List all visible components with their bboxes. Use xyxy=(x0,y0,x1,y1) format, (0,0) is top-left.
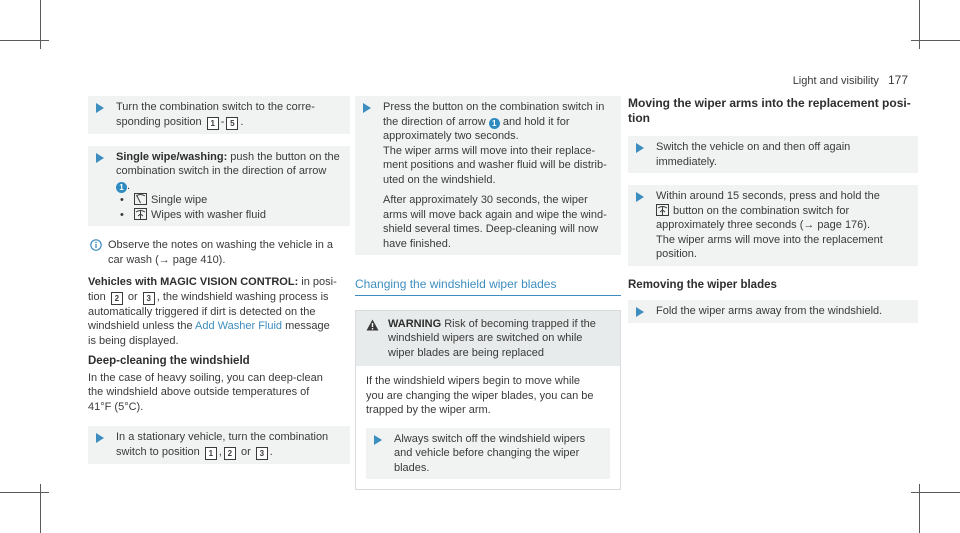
wash-wipe-icon xyxy=(656,204,669,216)
arrow-callout: 1 xyxy=(489,118,500,129)
play-arrow-icon xyxy=(96,103,104,113)
warning-body: If the windshield wipers begin to move while you are changing the wiper blades, you can be trapped by the wiper arm. Always switch off the windshield wipers and vehicle before changing the wiper blades. xyxy=(356,366,620,489)
page-number: 177 xyxy=(887,73,908,87)
section-heading: Changing the windshield wiper blades xyxy=(355,277,621,296)
position-key: 1 xyxy=(207,117,219,130)
list-item: • Wipes with washer fluid xyxy=(118,208,350,223)
position-key: 1 xyxy=(205,447,217,460)
crop-mark xyxy=(911,492,960,493)
section-name: Light and visibility xyxy=(792,75,879,87)
play-arrow-icon xyxy=(96,433,104,443)
note-text: car wash (→ page 410). xyxy=(108,253,226,266)
single-wipe-icon xyxy=(134,193,147,205)
position-key: 2 xyxy=(224,447,236,460)
step-block: Fold the wiper arms away from the windshield. xyxy=(628,300,918,323)
warning-box xyxy=(355,310,621,491)
magic-vision-paragraph: Vehicles with MAGIC VISION CONTROL: in posi- tion 2 or 3 , the windshield washing process is automatically triggered if dirt is detected on the windshield unless the Add Washer Fluid message is being displayed. xyxy=(88,276,337,347)
list-item: • Single wipe xyxy=(118,193,350,208)
play-arrow-icon xyxy=(363,103,371,113)
warning-label: WARNING xyxy=(388,317,442,330)
step-text: sponding position 1 - 5 . xyxy=(116,115,244,128)
position-key: 2 xyxy=(111,292,123,305)
crop-mark xyxy=(40,0,41,49)
step-block: Always switch off the windshield wipers and vehicle before changing the wiper blades. xyxy=(366,428,610,480)
wash-wipe-icon xyxy=(134,208,147,220)
column-middle xyxy=(355,96,621,490)
add-washer-fluid-message: Add Washer Fluid xyxy=(195,320,283,332)
crop-mark xyxy=(0,492,49,493)
step-text: Turn the combination switch to the corre- xyxy=(116,101,315,113)
crop-mark xyxy=(0,40,49,41)
column-right xyxy=(628,96,918,335)
section-title: Removing the wiper blades xyxy=(628,278,777,291)
play-arrow-icon xyxy=(636,143,644,153)
position-key: 3 xyxy=(256,447,268,460)
info-note xyxy=(88,238,350,267)
section-title: Deep-cleaning the windshield xyxy=(88,355,250,367)
position-key: 5 xyxy=(226,117,238,130)
warning-icon xyxy=(366,319,379,331)
play-arrow-icon xyxy=(636,307,644,317)
column-left xyxy=(88,96,350,476)
crop-mark xyxy=(919,0,920,49)
deep-cleaning-section: Deep-cleaning the windshield In the case of heavy soiling, you can deep-clean the windshield above outside temperatures of 41°F (5°C). xyxy=(88,354,350,414)
step-block: Press the button on the combination switch in the direction of arrow 1 and hold it for approximately two seconds. The wiper arms will move into their replace- ment positions and washer fluid will be distrib- uted on the windshield. After approximately 30 seconds, the wiper arms will move back again and wipe the wind- shield several times. Deep-cleaning will now have finished. xyxy=(355,96,621,255)
warning-header: WARNING Risk of becoming trapped if the windshield wipers are switched on while wiper blades are being replaced xyxy=(356,311,620,367)
arrow-callout: 1 xyxy=(116,182,127,193)
step-block: Switch the vehicle on and then off again immediately. xyxy=(628,136,918,173)
info-icon xyxy=(90,239,102,251)
page-header xyxy=(793,73,908,89)
step-text: In a stationary vehicle, turn the combination xyxy=(116,431,329,443)
play-arrow-icon xyxy=(374,435,382,445)
step-block xyxy=(88,96,350,134)
step-text: 1 . xyxy=(116,179,350,194)
play-arrow-icon xyxy=(96,153,104,163)
step-text: Single wipe/washing: push the button on the xyxy=(116,150,340,163)
note-text: Observe the notes on washing the vehicle in a xyxy=(108,239,334,251)
step-block xyxy=(88,426,350,464)
step-block xyxy=(88,146,350,227)
crop-mark xyxy=(911,40,960,41)
step-text: switch to position 1 , 2 or 3 . xyxy=(116,445,273,458)
step-block: Within around 15 seconds, press and hold the button on the combination switch for approximately three seconds (→ page 176). The wiper arms will move into the replacement position. xyxy=(628,185,918,266)
section-title: Moving the wiper arms into the replacement posi- tion xyxy=(628,96,911,125)
position-key: 3 xyxy=(143,292,155,305)
step-text: combination switch in the direction of arrow xyxy=(116,165,327,177)
play-arrow-icon xyxy=(636,192,644,202)
